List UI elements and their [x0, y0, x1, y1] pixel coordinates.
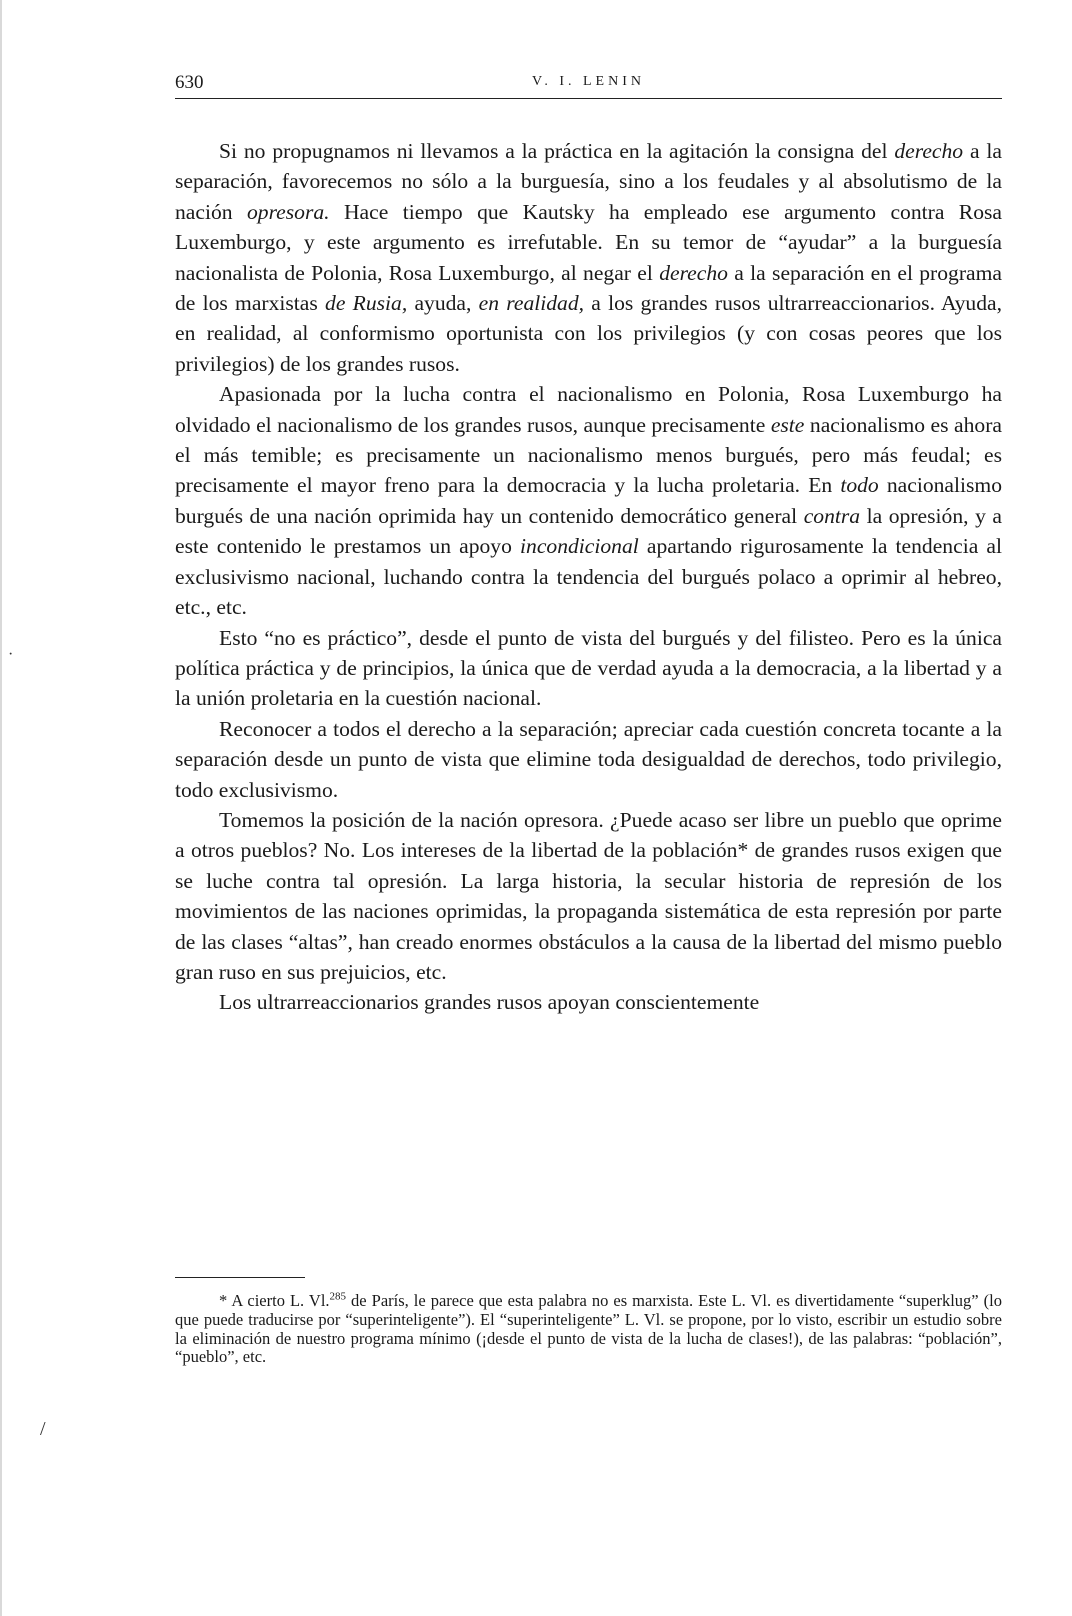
- italic-run: en realidad,: [478, 291, 585, 316]
- text-run: apartando rigurosamente la tendencia al exclusivismo nacional, luchando contra la tendencia del burgués polaco a oprimir al hebreo, etc., etc.: [175, 534, 1002, 620]
- italic-run: todo: [840, 473, 879, 498]
- footnote-text: [175, 1292, 1002, 1367]
- text-run: Si no propugnamos ni llevamos a la práctica en la agitación la consigna del: [219, 139, 895, 163]
- paragraph-5: Tomemos la posición de la nación opresora. ¿Puede acaso ser libre un pueblo que oprime a otros pueblos? No. Los intereses de la libertad de la población* de grandes rusos exigen que se luche contra tal opresión. La larga historia, la secular historia de represión de los movimientos de las naciones oprimidas, la propaganda sistemática de esta represión por parte de las clases “altas”, han creado enormes obstáculos a la causa de la libertad del mismo pueblo gran ruso en sus prejuicios, etc.: [175, 807, 1002, 984]
- italic-run: derecho: [894, 139, 964, 163]
- text-run: Hace tiempo que Kautsky ha empleado ese argumento contra Rosa Luxemburgo, y este argumento es irrefutable. En su temor de “ayudar” a la burguesía nacionalista de Polonia, Rosa Luxemburgo, al negar el: [175, 199, 1002, 285]
- scan-mark: /: [40, 1418, 46, 1440]
- paragraph-2: [175, 379, 1002, 622]
- italic-run: este: [770, 412, 805, 437]
- text-run: Apasionada por la lucha contra el nacionalismo en Polonia, Rosa Luxemburgo ha olvidado el nacionalismo de los grandes rusos, aunque precisamente: [175, 382, 1002, 437]
- paragraph-6: Los ultrarreaccionarios grandes rusos apoyan conscientemente: [219, 990, 760, 1015]
- paragraph-3: Esto “no es práctico”, desde el punto de vista del burgués y del filisteo. Pero es la única política práctica y de principios, la única que de verdad ayuda a la democracia, a la libertad y a la unión proletaria en la cuestión nacional.: [175, 625, 1002, 711]
- text-run: la opresión, y a este contenido le prestamos un apoyo: [175, 503, 1002, 559]
- italic-run: incondicional: [520, 534, 639, 559]
- text-run: ayuda,: [407, 291, 479, 316]
- italic-run: opresora.: [246, 199, 330, 224]
- italic-run: de Rusia,: [325, 291, 408, 316]
- page-header: [175, 70, 1002, 99]
- paragraph-1: [175, 136, 1002, 379]
- text-run: a la separación en el programa de los marxistas: [175, 260, 1002, 316]
- text-run: a los grandes rusos ultrarreaccionarios. Ayuda, en realidad, al conformismo oportunista con los privilegios (y con cosas peores que los privilegios) de los grandes rusos.: [175, 291, 1002, 376]
- text-run: de París, le parece que esta palabra no es marxista. Este L. Vl. es divertidamente “superklug” (lo que puede traducirse por “superinteligente”). El “superinteligente” L. Vl. se propone, por lo visto, escribir un estudio sobre la eliminación de nuestro programa mínimo (¡desde el punto de vista de la lucha de clases!), de las palabras: “población”, “pueblo”, etc.: [175, 1291, 1002, 1367]
- italic-run: derecho: [659, 260, 728, 285]
- text-run: * A cierto L. Vl.: [219, 1291, 330, 1310]
- footnote-reference: 285: [329, 1290, 347, 1303]
- italic-run: contra: [803, 503, 861, 528]
- text-run: a la separación, favorecemos no sólo a la burguesía, sino a los feudales y al absolutismo de la nación: [175, 139, 1002, 224]
- body-text: [175, 136, 1002, 1018]
- footnote: [175, 1292, 1002, 1367]
- footnote-rule: [175, 1277, 305, 1278]
- text-run: nacionalismo es ahora el más temible; es precisamente un nacionalismo menos burgués, pero más feudal; es precisamente el mayor freno para la democracia y la lucha proletaria. En: [175, 412, 1002, 498]
- running-head: V. I. LENIN: [532, 74, 645, 89]
- page-number: 630: [175, 72, 204, 93]
- paragraph-4: Reconocer a todos el derecho a la separación; apreciar cada cuestión concreta tocante a la separación desde un punto de vista que elimine toda desigualdad de derechos, todo privilegio, todo exclusivismo.: [175, 716, 1002, 802]
- page-edge: [0, 0, 2, 1616]
- scan-speck: ·: [8, 646, 14, 663]
- text-run: nacionalismo burgués de una nación oprimida hay un contenido democrático general: [175, 473, 1002, 528]
